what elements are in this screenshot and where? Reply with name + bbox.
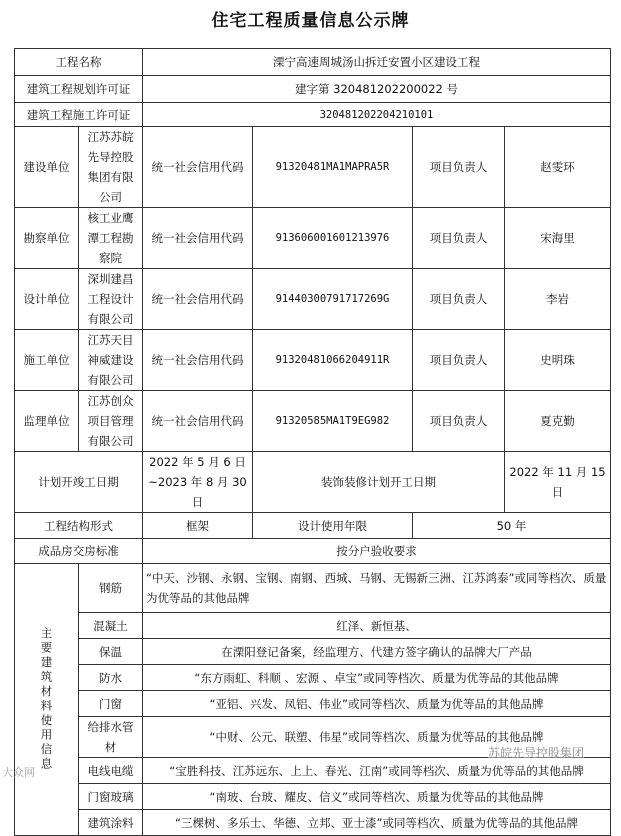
unit-company: 江苏苏皖先导控股集团有限公司 (79, 127, 143, 208)
decor-date: 2022 年 11 月 15 日 (505, 452, 611, 513)
unit-company: 江苏创众项目管理有限公司 (79, 391, 143, 452)
material-name: 门窗玻璃 (79, 784, 143, 810)
row-structure (15, 513, 611, 539)
material-name: 防水 (79, 665, 143, 691)
leader-name: 李岩 (505, 269, 611, 330)
project-name: 溧宁高速周城汤山拆迁安置小区建设工程 (143, 49, 611, 76)
credit-code-label: 统一社会信用代码 (143, 127, 253, 208)
leader-label: 项目负责人 (413, 127, 505, 208)
construction-permit: 320481202204210101 (143, 103, 611, 127)
leader-name: 赵雯环 (505, 127, 611, 208)
leader-label: 项目负责人 (413, 391, 505, 452)
watermark-left: 大众网 (2, 766, 35, 779)
material-brands: 在溧阳登记备案，经监理方、代建方签字确认的品牌大厂产品 (143, 639, 611, 665)
plan-date-label: 计划开竣工日期 (15, 452, 143, 513)
structure-form: 框架 (143, 513, 253, 539)
materials-section-label (15, 564, 79, 836)
material-brands: “中财、公元、联塑、伟星”或同等档次、质量为优等品的其他品牌 (143, 717, 611, 758)
page-title: 住宅工程质量信息公示牌 (211, 11, 410, 31)
unit-row (15, 269, 611, 330)
material-row (15, 784, 611, 810)
design-life: 50 年 (413, 513, 611, 539)
planning-permit-label: 建筑工程规划许可证 (15, 76, 143, 103)
material-brands: “亚铝、兴发、凤铝、伟业”或同等档次、质量为优等品的其他品牌 (143, 691, 611, 717)
row-delivery (15, 539, 611, 564)
unit-company: 江苏天目神威建设有限公司 (79, 330, 143, 391)
unit-row (15, 127, 611, 208)
unit-row (15, 391, 611, 452)
unit-row (15, 330, 611, 391)
material-brands: “东方雨虹、科顺 、宏源 、卓宝”或同等档次、质量为优等品的其他品牌 (143, 665, 611, 691)
materials-label: 主要建筑材料使用信息 (39, 627, 54, 772)
material-row (15, 758, 611, 784)
row-project-name (15, 49, 611, 76)
material-brands: “三棵树、多乐士、华德、立邦、亚士漆”或同等档次、质量为优等品的其他品牌 (143, 810, 611, 836)
credit-code-label: 统一社会信用代码 (143, 391, 253, 452)
credit-code: 91320585MA1T9EG982 (253, 391, 413, 452)
unit-role: 设计单位 (15, 269, 79, 330)
row-schedule (15, 452, 611, 513)
planning-permit: 建字第 320481202200022 号 (143, 76, 611, 103)
material-brands: 红泽、新恒基、 (143, 613, 611, 639)
unit-role: 建设单位 (15, 127, 79, 208)
credit-code-label: 统一社会信用代码 (143, 330, 253, 391)
delivery-label: 成品房交房标准 (15, 539, 143, 564)
credit-code-label: 统一社会信用代码 (143, 208, 253, 269)
material-name: 保温 (79, 639, 143, 665)
construction-permit-label: 建筑工程施工许可证 (15, 103, 143, 127)
leader-name: 史明珠 (505, 330, 611, 391)
material-brands: “宝胜科技、江苏远东、上上、春光、江南”或同等档次、质量为优等品的其他品牌 (143, 758, 611, 784)
material-row (15, 639, 611, 665)
credit-code: 91320481MA1MAPRA5R (253, 127, 413, 208)
material-brands: “中天、沙钢、永钢、宝钢、南钢、西城、马钢、无锡新三洲、江苏鸿泰”或同等档次、质量为优等品的其他品牌 (143, 564, 611, 613)
credit-code: 91440300791717269G (253, 269, 413, 330)
row-planning-permit (15, 76, 611, 103)
leader-label: 项目负责人 (413, 269, 505, 330)
material-row (15, 665, 611, 691)
credit-code: 91320481066204911R (253, 330, 413, 391)
material-row (15, 613, 611, 639)
material-name: 钢筋 (79, 564, 143, 613)
unit-role: 施工单位 (15, 330, 79, 391)
row-construction-permit (15, 103, 611, 127)
credit-code: 913606001601213976 (253, 208, 413, 269)
material-name: 混凝土 (79, 613, 143, 639)
unit-role: 勘察单位 (15, 208, 79, 269)
watermark-right: 苏皖先导控股集团 (488, 746, 585, 760)
delivery-standard: 按分户验收要求 (143, 539, 611, 564)
unit-row (15, 208, 611, 269)
decor-date-label: 装饰装修计划开工日期 (253, 452, 505, 513)
project-name-label: 工程名称 (15, 49, 143, 76)
unit-role: 监理单位 (15, 391, 79, 452)
leader-label: 项目负责人 (413, 330, 505, 391)
material-name: 电线电缆 (79, 758, 143, 784)
material-name: 给排水管材 (79, 717, 143, 758)
material-name: 建筑涂料 (79, 810, 143, 836)
leader-name: 夏克勤 (505, 391, 611, 452)
material-row (15, 810, 611, 836)
structure-form-label: 工程结构形式 (15, 513, 143, 539)
unit-company: 深圳建昌工程设计有限公司 (79, 269, 143, 330)
info-table (14, 48, 611, 836)
leader-label: 项目负责人 (413, 208, 505, 269)
design-life-label: 设计使用年限 (253, 513, 413, 539)
plan-date: 2022 年 5 月 6 日~2023 年 8 月 30 日 (143, 452, 253, 513)
unit-company: 核工业鹰潭工程勘察院 (79, 208, 143, 269)
leader-name: 宋海里 (505, 208, 611, 269)
credit-code-label: 统一社会信用代码 (143, 269, 253, 330)
material-brands: “南玻、台玻、耀皮、信义”或同等档次、质量为优等品的其他品牌 (143, 784, 611, 810)
material-row (15, 691, 611, 717)
material-row (15, 564, 611, 613)
material-name: 门窗 (79, 691, 143, 717)
